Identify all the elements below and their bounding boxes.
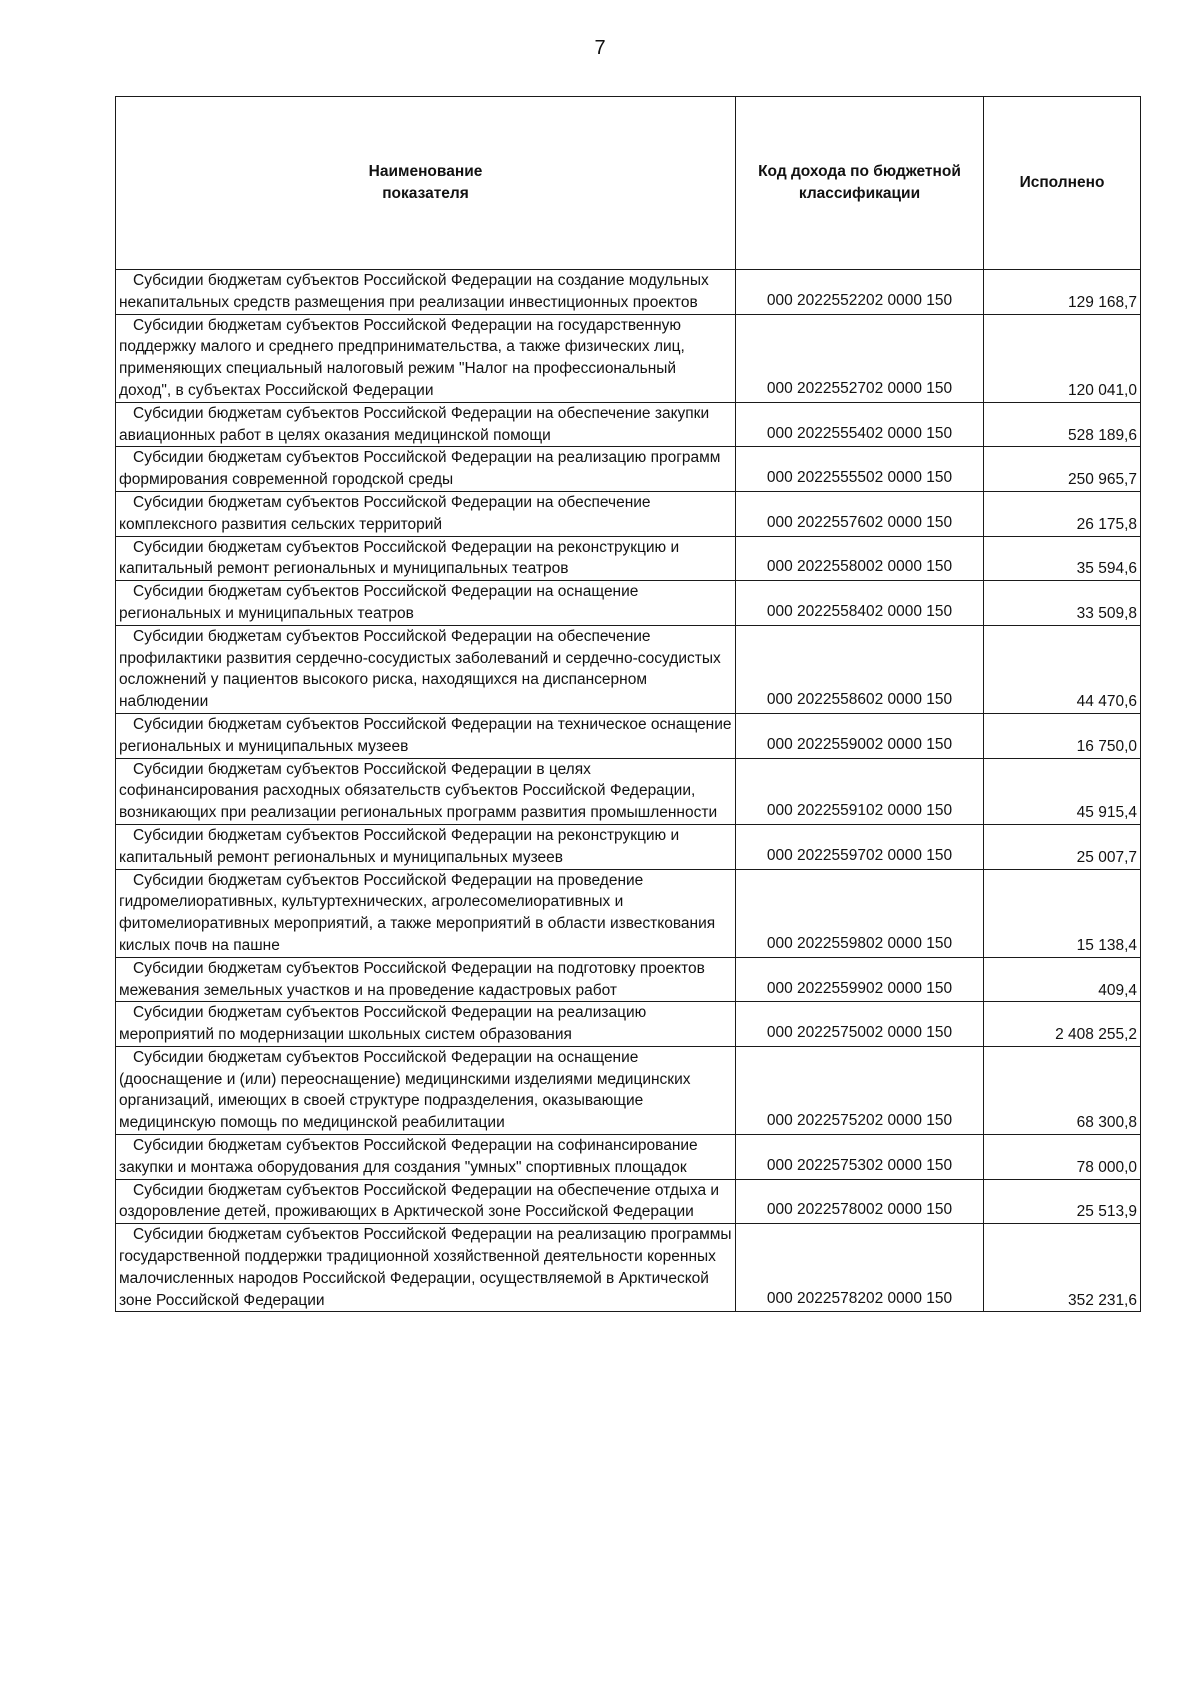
header-indicator-name <box>116 97 736 270</box>
header-income-code <box>736 97 984 270</box>
header-income-code-line-2: классификации <box>798 185 921 202</box>
table-row <box>116 402 1141 447</box>
table-row <box>116 957 1141 1002</box>
table-row <box>116 1224 1141 1312</box>
income-code-cell: 000 2022578202 0000 150 <box>736 1224 984 1312</box>
executed-amount-cell: 16 750,0 <box>984 713 1141 758</box>
income-code-cell: 000 2022558402 0000 150 <box>736 581 984 626</box>
executed-amount-cell: 15 138,4 <box>984 869 1141 957</box>
indicator-name-cell: Субсидии бюджетам субъектов Российской Федерации на обеспечение отдыха и оздоровление детей, проживающих в Арктической зоне Российской Федерации <box>116 1179 736 1224</box>
table-body <box>116 270 1141 1312</box>
table-row <box>116 536 1141 581</box>
executed-amount-cell: 78 000,0 <box>984 1135 1141 1180</box>
budget-income-table <box>115 96 1141 1312</box>
indicator-name-cell: Субсидии бюджетам субъектов Российской Федерации на создание модульных некапитальных средств размещения при реализации инвестиционных проектов <box>116 270 736 315</box>
income-code-cell: 000 2022559802 0000 150 <box>736 869 984 957</box>
income-code-cell: 000 2022559902 0000 150 <box>736 957 984 1002</box>
income-code-cell: 000 2022575202 0000 150 <box>736 1046 984 1134</box>
table-row <box>116 1179 1141 1224</box>
income-code-cell: 000 2022559002 0000 150 <box>736 713 984 758</box>
income-code-cell: 000 2022557602 0000 150 <box>736 491 984 536</box>
executed-amount-cell: 129 168,7 <box>984 270 1141 315</box>
executed-amount-cell: 44 470,6 <box>984 625 1141 713</box>
indicator-name-cell: Субсидии бюджетам субъектов Российской Федерации на реализацию программы государственной поддержки традиционной хозяйственной деятельности коренных малочисленных народов Российской Федерации, осуществляемой в Арктической зоне Российской Федерации <box>116 1224 736 1312</box>
executed-amount-cell: 120 041,0 <box>984 314 1141 402</box>
income-code-cell: 000 2022552702 0000 150 <box>736 314 984 402</box>
indicator-name-cell: Субсидии бюджетам субъектов Российской Федерации на софинансирование закупки и монтажа оборудования для создания "умных" спортивных площадок <box>116 1135 736 1180</box>
indicator-name-cell: Субсидии бюджетам субъектов Российской Федерации в целях софинансирования расходных обязательств субъектов Российской Федерации, возникающих при реализации региональных программ развития промышленности <box>116 758 736 824</box>
executed-amount-cell: 33 509,8 <box>984 581 1141 626</box>
table-row <box>116 1135 1141 1180</box>
executed-amount-cell: 45 915,4 <box>984 758 1141 824</box>
indicator-name-cell: Субсидии бюджетам субъектов Российской Федерации на обеспечение комплексного развития сельских территорий <box>116 491 736 536</box>
table-header <box>116 97 1141 270</box>
indicator-name-cell: Субсидии бюджетам субъектов Российской Федерации на реконструкцию и капитальный ремонт региональных и муниципальных театров <box>116 536 736 581</box>
table-row <box>116 1002 1141 1047</box>
executed-amount-cell: 2 408 255,2 <box>984 1002 1141 1047</box>
indicator-name-cell: Субсидии бюджетам субъектов Российской Федерации на обеспечение закупки авиационных работ в целях оказания медицинской помощи <box>116 402 736 447</box>
income-code-cell: 000 2022559702 0000 150 <box>736 824 984 869</box>
executed-amount-cell: 409,4 <box>984 957 1141 1002</box>
table-row <box>116 314 1141 402</box>
executed-amount-cell: 68 300,8 <box>984 1046 1141 1134</box>
income-code-cell: 000 2022575002 0000 150 <box>736 1002 984 1047</box>
table-row <box>116 824 1141 869</box>
indicator-name-cell: Субсидии бюджетам субъектов Российской Федерации на обеспечение профилактики развития сердечно-сосудистых заболеваний и сердечно-сосудистых осложнений у пациентов высокого риска, находящихся на диспансерном наблюдении <box>116 625 736 713</box>
executed-amount-cell: 26 175,8 <box>984 491 1141 536</box>
indicator-name-cell: Субсидии бюджетам субъектов Российской Федерации на реализацию мероприятий по модернизации школьных систем образования <box>116 1002 736 1047</box>
income-code-cell: 000 2022552202 0000 150 <box>736 270 984 315</box>
indicator-name-cell: Субсидии бюджетам субъектов Российской Федерации на оснащение (дооснащение и (или) переоснащение) медицинскими изделиями медицинских организаций, имеющих в своей структуре подразделения, оказывающие медицинскую помощь по медицинской реабилитации <box>116 1046 736 1134</box>
income-code-cell: 000 2022575302 0000 150 <box>736 1135 984 1180</box>
indicator-name-cell: Субсидии бюджетам субъектов Российской Федерации на проведение гидромелиоративных, культуртехнических, агролесомелиоративных и фитомелиоративных мероприятий, а также мероприятий в области известкования кислых почв на пашне <box>116 869 736 957</box>
indicator-name-cell: Субсидии бюджетам субъектов Российской Федерации на реализацию программ формирования современной городской среды <box>116 447 736 492</box>
income-code-cell: 000 2022578002 0000 150 <box>736 1179 984 1224</box>
income-code-cell: 000 2022558002 0000 150 <box>736 536 984 581</box>
table-row <box>116 758 1141 824</box>
table-row <box>116 447 1141 492</box>
indicator-name-cell: Субсидии бюджетам субъектов Российской Федерации на реконструкцию и капитальный ремонт региональных и муниципальных музеев <box>116 824 736 869</box>
header-income-code-line-1: Код дохода по бюджетной <box>758 163 961 180</box>
table-row <box>116 1046 1141 1134</box>
executed-amount-cell: 35 594,6 <box>984 536 1141 581</box>
executed-amount-cell: 25 513,9 <box>984 1179 1141 1224</box>
header-indicator-name-line-1: Наименование <box>368 163 483 180</box>
executed-amount-cell: 528 189,6 <box>984 402 1141 447</box>
executed-amount-cell: 352 231,6 <box>984 1224 1141 1312</box>
indicator-name-cell: Субсидии бюджетам субъектов Российской Федерации на оснащение региональных и муниципальных театров <box>116 581 736 626</box>
table-row <box>116 270 1141 315</box>
table-row <box>116 581 1141 626</box>
income-code-cell: 000 2022555402 0000 150 <box>736 402 984 447</box>
page-number: 7 <box>594 37 606 59</box>
income-code-cell: 000 2022555502 0000 150 <box>736 447 984 492</box>
executed-amount-cell: 250 965,7 <box>984 447 1141 492</box>
header-executed: Исполнено <box>984 97 1141 270</box>
table-row <box>116 713 1141 758</box>
header-row <box>116 97 1141 270</box>
table-row <box>116 491 1141 536</box>
indicator-name-cell: Субсидии бюджетам субъектов Российской Федерации на техническое оснащение региональных и муниципальных музеев <box>116 713 736 758</box>
indicator-name-cell: Субсидии бюджетам субъектов Российской Федерации на подготовку проектов межевания земельных участков и на проведение кадастровых работ <box>116 957 736 1002</box>
indicator-name-cell: Субсидии бюджетам субъектов Российской Федерации на государственную поддержку малого и среднего предпринимательства, а также физических лиц, применяющих специальный налоговый режим "Налог на профессиональный доход", в субъектах Российской Федерации <box>116 314 736 402</box>
header-indicator-name-line-2: показателя <box>382 185 469 202</box>
table-row <box>116 625 1141 713</box>
executed-amount-cell: 25 007,7 <box>984 824 1141 869</box>
table-row <box>116 869 1141 957</box>
income-code-cell: 000 2022558602 0000 150 <box>736 625 984 713</box>
income-code-cell: 000 2022559102 0000 150 <box>736 758 984 824</box>
